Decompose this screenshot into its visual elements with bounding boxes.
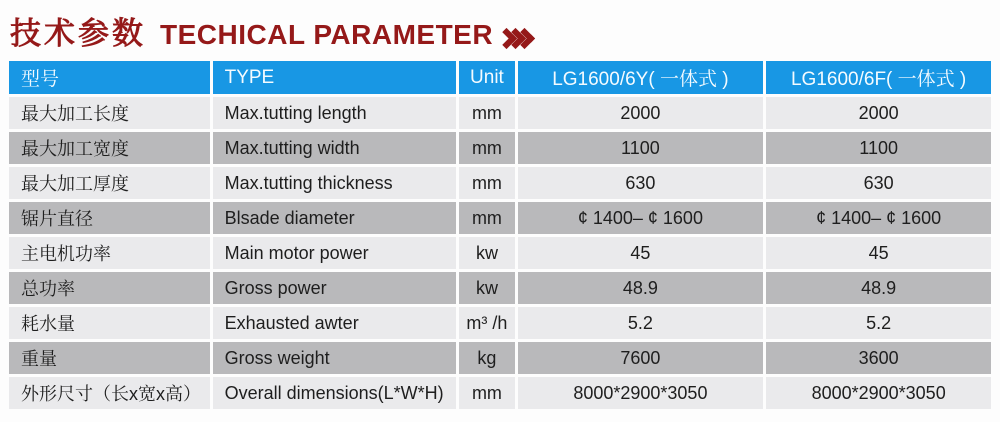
param-name-en: Max.tutting thickness xyxy=(213,167,457,199)
param-value-6y: 45 xyxy=(518,237,764,269)
param-value-6y: 630 xyxy=(518,167,764,199)
section-title xyxy=(0,0,1000,56)
param-value-6f: 1100 xyxy=(766,132,991,164)
param-unit: m³ /h xyxy=(459,307,514,339)
title-english: TECHICAL PARAMETER xyxy=(160,19,494,50)
param-name-cn: 外形尺寸（长x宽x高） xyxy=(9,377,210,409)
header-unit: Unit xyxy=(459,61,514,94)
param-unit: mm xyxy=(459,167,514,199)
param-value-6f: 5.2 xyxy=(766,307,991,339)
header-model-6y: LG1600/6Y( 一体式 ) xyxy=(518,61,764,94)
table-row xyxy=(9,342,991,374)
param-unit: mm xyxy=(459,377,514,409)
title-chinese: 技术参数 xyxy=(10,16,146,51)
param-name-en: Blsade diameter xyxy=(213,202,457,234)
param-name-en: Max.tutting length xyxy=(213,97,457,129)
param-name-en: Exhausted awter xyxy=(213,307,457,339)
param-name-cn: 总功率 xyxy=(9,272,210,304)
param-value-6f: 48.9 xyxy=(766,272,991,304)
param-unit: kg xyxy=(459,342,514,374)
header-type: TYPE xyxy=(213,61,457,94)
param-name-cn: 主电机功率 xyxy=(9,237,210,269)
param-name-en: Max.tutting width xyxy=(213,132,457,164)
param-unit: mm xyxy=(459,132,514,164)
param-name-cn: 锯片直径 xyxy=(9,202,210,234)
param-name-cn: 重量 xyxy=(9,342,210,374)
parameter-table xyxy=(6,58,994,412)
table-row xyxy=(9,377,991,409)
table-row xyxy=(9,237,991,269)
triple-chevron-right-icon xyxy=(505,31,532,46)
param-name-cn: 最大加工宽度 xyxy=(9,132,210,164)
param-value-6y: 8000*2900*3050 xyxy=(518,377,764,409)
param-name-en: Main motor power xyxy=(213,237,457,269)
param-value-6y: ¢ 1400– ¢ 1600 xyxy=(518,202,764,234)
param-unit: kw xyxy=(459,272,514,304)
header-model: 型号 xyxy=(9,61,210,94)
param-name-en: Overall dimensions(L*W*H) xyxy=(213,377,457,409)
param-unit: kw xyxy=(459,237,514,269)
param-value-6y: 2000 xyxy=(518,97,764,129)
table-row xyxy=(9,202,991,234)
table-row xyxy=(9,272,991,304)
table-row xyxy=(9,132,991,164)
param-name-cn: 最大加工厚度 xyxy=(9,167,210,199)
param-name-en: Gross power xyxy=(213,272,457,304)
param-value-6f: ¢ 1400– ¢ 1600 xyxy=(766,202,991,234)
param-name-en: Gross weight xyxy=(213,342,457,374)
table-row xyxy=(9,307,991,339)
param-value-6f: 630 xyxy=(766,167,991,199)
param-value-6f: 45 xyxy=(766,237,991,269)
param-name-cn: 最大加工长度 xyxy=(9,97,210,129)
param-value-6y: 7600 xyxy=(518,342,764,374)
param-unit: mm xyxy=(459,202,514,234)
table-row xyxy=(9,97,991,129)
table-row xyxy=(9,167,991,199)
param-value-6y: 1100 xyxy=(518,132,764,164)
param-value-6f: 3600 xyxy=(766,342,991,374)
param-unit: mm xyxy=(459,97,514,129)
param-value-6f: 8000*2900*3050 xyxy=(766,377,991,409)
param-value-6y: 5.2 xyxy=(518,307,764,339)
header-model-6f: LG1600/6F( 一体式 ) xyxy=(766,61,991,94)
param-value-6y: 48.9 xyxy=(518,272,764,304)
table-header-row xyxy=(9,61,991,94)
param-value-6f: 2000 xyxy=(766,97,991,129)
param-name-cn: 耗水量 xyxy=(9,307,210,339)
